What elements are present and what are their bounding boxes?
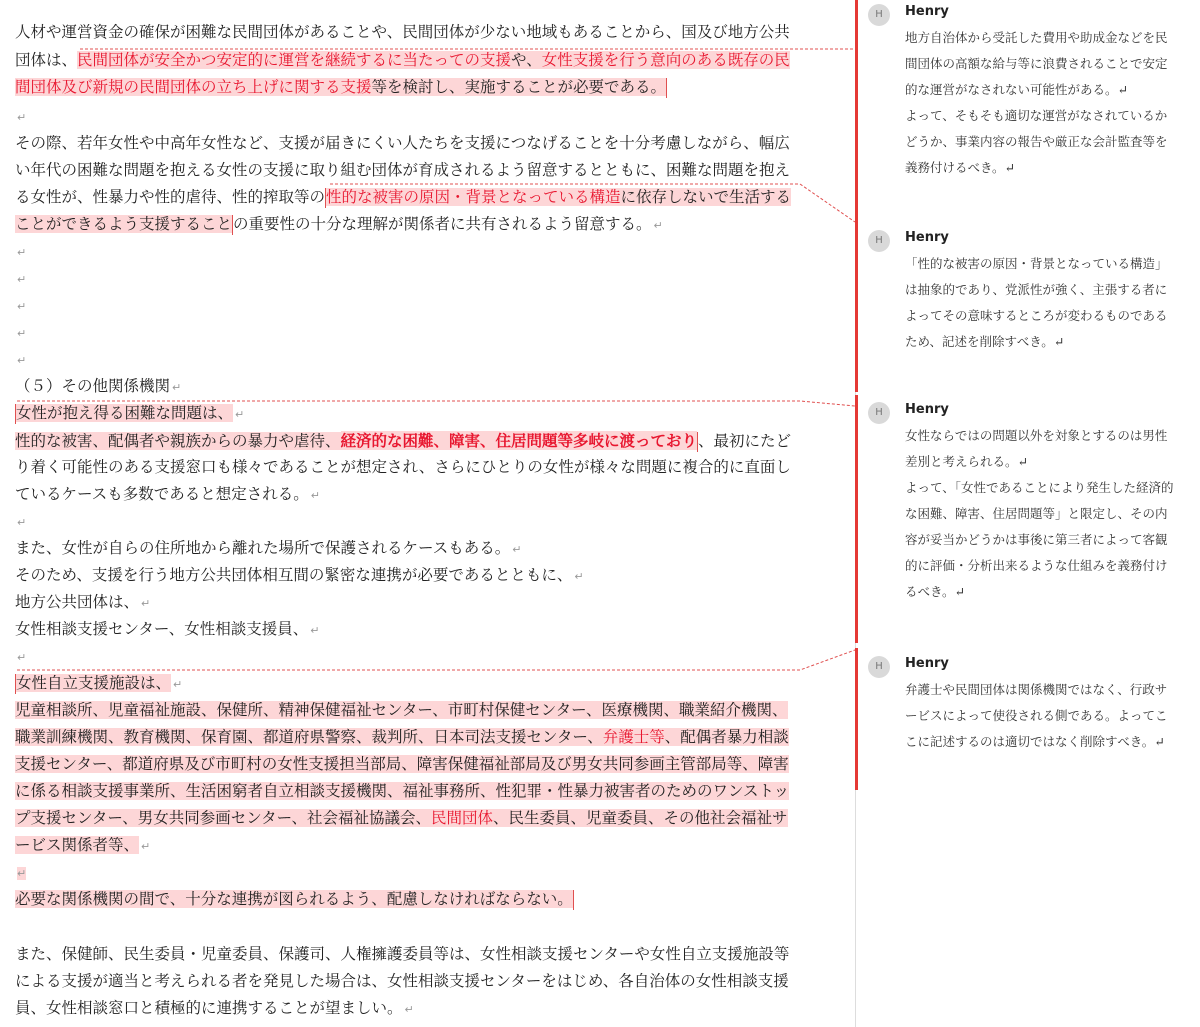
paragraph-mark: ↵ xyxy=(141,840,151,853)
comment-text-line: ため、記述を削除すべき。↵ xyxy=(905,334,1065,349)
text-run: 員、女性相談窓口と積極的に連携することが望ましい。 xyxy=(15,999,403,1017)
text-run: そのため、支援を行う地方公共団体相互間の緊密な連携が必要であるとともに、 xyxy=(15,566,573,584)
comment-card[interactable] xyxy=(868,656,1198,758)
paragraph-mark: ↵ xyxy=(235,408,245,421)
document-line xyxy=(15,319,26,346)
comment-text-line: 容が妥当かどうかは事後に第三者によって客観 xyxy=(905,532,1168,547)
text-run: 人材や運営資金の確保が困難な民間団体があることや、民間団体が少ない地域もあることから、国及び地方公共 xyxy=(15,23,790,41)
paragraph-mark: ↵ xyxy=(574,570,584,583)
avatar: H xyxy=(868,402,890,424)
document-line xyxy=(15,724,789,751)
paragraph-mark: ↵ xyxy=(404,1003,414,1016)
paragraph-mark: ↵ xyxy=(512,543,522,556)
document-line xyxy=(15,562,584,589)
text-run: 地方公共団体は、 xyxy=(15,593,140,611)
document-line xyxy=(15,670,182,697)
paragraph-mark: ↵ xyxy=(17,516,27,529)
document-line xyxy=(15,481,320,508)
comment-anchor-marker xyxy=(666,78,667,98)
commented-text: ービス関係者等、 xyxy=(15,836,140,854)
commented-text: 等を検討し、実施することが必要である。 xyxy=(371,78,667,96)
document-line xyxy=(15,535,521,562)
document-line xyxy=(15,157,790,184)
text-run: による支援が適当と考えられる者を発見した場合は、女性相談支援センターをはじめ、各自治体の女性相談支援 xyxy=(15,972,789,990)
paragraph-mark: ↵ xyxy=(17,111,27,124)
document-line xyxy=(15,643,26,670)
text-run: その際、若年女性や中高年女性など、支援が届きにくい人たちを支援につなげることを十分考慮しながら、幅広 xyxy=(15,134,790,152)
document-line xyxy=(15,751,789,778)
text-run: 女性相談支援センター、女性相談支援員、 xyxy=(15,620,309,638)
text-run: の重要性の十分な理解が関係者に共有されるよう留意する。 xyxy=(233,215,652,233)
commented-text: に係る相談支援事業所、生活困窮者自立相談支援機関、福祉事務所、性犯罪・性暴力被害者のためのワンストッ xyxy=(15,782,790,800)
avatar: H xyxy=(868,230,890,252)
comment-text-line: 弁護士や民間団体は関係機関ではなく、行政サ xyxy=(905,682,1168,697)
comment-card[interactable] xyxy=(868,402,1198,608)
commented-text: 女性自立支援施設は、 xyxy=(16,674,172,692)
document-line xyxy=(15,886,574,913)
commented-text: 民間団体が安全かつ安定的に運営を継続するに当たっての支援 xyxy=(77,51,512,69)
commented-text: 性的な被害の原因・背景となっている構造 xyxy=(326,188,621,206)
comment-text-line: るべき。↵ xyxy=(905,584,965,599)
document-line xyxy=(15,103,26,130)
document-line xyxy=(15,778,789,805)
comment-text-line: 「性的な被害の原因・背景となっている構造」 xyxy=(905,256,1168,271)
avatar: H xyxy=(868,656,890,678)
comment-author: Henry xyxy=(905,656,949,671)
document-line xyxy=(15,184,791,211)
text-run: 、最初にたど xyxy=(698,432,792,450)
commented-text: 児童相談所、児童福祉施設、保健所、精神保健福祉センター、市町村保健センター、医療機関、職業紹介機関、 xyxy=(15,701,788,719)
document-line xyxy=(15,427,791,454)
comment-text-line: 間団体の高額な給与等に浪費されることで安定 xyxy=(905,56,1168,71)
commented-text: 女性が抱え得る困難な問題は、 xyxy=(16,404,234,422)
commented-text: 経済的な困難、障害、住居問題等多岐に渡っており xyxy=(340,431,698,450)
paragraph-mark: ↵ xyxy=(310,624,320,637)
document-line xyxy=(15,616,319,643)
commented-text: プ支援センター、男女共同参画センター、社会福祉協議会、 xyxy=(15,809,432,827)
comment-text-line: よってその意味するところが変わるものである xyxy=(905,308,1168,323)
document-line xyxy=(15,130,790,157)
paragraph-mark: ↵ xyxy=(172,381,182,394)
document-line xyxy=(15,74,667,101)
document-line xyxy=(15,941,789,968)
document-line xyxy=(15,400,244,427)
document-line xyxy=(15,265,26,292)
document-line xyxy=(15,346,26,373)
text-run: り着く可能性のある支援窓口も様々であることが想定され、さらにひとりの女性が様々な問題に複合的に直面し xyxy=(15,458,791,476)
document-line xyxy=(15,995,414,1022)
paragraph-mark: ↵ xyxy=(17,246,27,259)
text-run: る女性が、性暴力や性的虐待、性的搾取等の xyxy=(15,188,326,206)
comment-text-line: どうか、事業内容の報告や厳正な会計監査等を xyxy=(905,134,1168,149)
text-run: （５）その他関係機関 xyxy=(15,377,171,395)
comment-author: Henry xyxy=(905,4,949,19)
document-line xyxy=(15,19,790,46)
paragraph-mark: ↵ xyxy=(653,219,663,232)
comment-text-line: 地方自治体から受託した費用や助成金などを民 xyxy=(905,30,1168,45)
commented-text: に依存しないで生活する xyxy=(620,188,792,206)
commented-text: 民間団体 xyxy=(431,809,494,827)
commented-text: ことができるよう支援すること xyxy=(15,215,233,233)
comment-text-line: 的に評価・分析出来るような仕組みを義務付け xyxy=(905,558,1168,573)
document-line xyxy=(15,805,788,832)
document-line xyxy=(15,238,26,265)
paragraph-mark: ↵ xyxy=(17,273,27,286)
commented-text: 弁護士等 xyxy=(602,728,665,746)
document-line xyxy=(15,968,789,995)
document-line xyxy=(15,373,181,400)
commented-text: 間団体及び新規の民間団体の立ち上げに関する支援 xyxy=(15,78,372,96)
avatar: H xyxy=(868,4,890,26)
document-line xyxy=(15,508,26,535)
comment-author: Henry xyxy=(905,402,949,417)
comment-text-line: 差別と考えられる。↵ xyxy=(905,454,1028,469)
document-line xyxy=(15,211,663,238)
paragraph-mark: ↵ xyxy=(17,354,27,367)
text-run: 団体は、 xyxy=(15,51,78,69)
text-run: また、保健師、民生委員・児童委員、保護司、人権擁護委員等は、女性相談支援センターや女性自立支援施設等 xyxy=(15,945,790,963)
comment-text-line: 義務付けるべき。↵ xyxy=(905,160,1015,175)
comment-text-line: 的な運営がなされない可能性がある。↵ xyxy=(905,82,1128,97)
commented-text: 必要な関係機関の間で、十分な連携が図られるよう、配慮しなければならない。 xyxy=(15,890,573,908)
document-line xyxy=(15,697,788,724)
document-line xyxy=(15,832,150,859)
comment-author: Henry xyxy=(905,230,949,245)
comment-text-line: よって、「女性であることにより発生した経済的 xyxy=(905,480,1174,495)
paragraph-mark: ↵ xyxy=(17,300,27,313)
comment-text-line: よって、そもそも適切な運営がなされているか xyxy=(905,108,1168,123)
paragraph-mark: ↵ xyxy=(17,327,27,340)
comment-text-line: は抽象的であり、党派性が強く、主張する者に xyxy=(905,282,1168,297)
commented-text: 支援センター、都道府県及び市町村の女性支援担当部局、障害保健福祉部局及び男女共同参画主管部局等、障害 xyxy=(15,755,789,773)
comment-text-line: 女性ならではの問題以外を対象とするのは男性 xyxy=(905,428,1168,443)
comment-text-line: な困難、障害、住居問題等」と限定し、その内 xyxy=(905,506,1168,521)
comment-text-line: こに記述するのは適切ではなく削除すべき。↵ xyxy=(905,734,1165,749)
commented-text: 性的な被害、配偶者や親族からの暴力や虐待、 xyxy=(15,432,341,450)
paragraph-mark: ↵ xyxy=(141,597,151,610)
paragraph-mark: ↵ xyxy=(17,651,27,664)
document-line xyxy=(15,859,26,886)
comment-card[interactable] xyxy=(868,230,1198,358)
commented-text: 、配偶者暴力相談 xyxy=(664,728,789,746)
document-line xyxy=(15,47,790,74)
document-line xyxy=(15,454,791,481)
commented-text: 職業訓練機関、教育機関、保育園、都道府県警察、裁判所、日本司法支援センター、 xyxy=(15,728,603,746)
commented-text: や、 xyxy=(511,51,542,69)
paragraph-mark: ↵ xyxy=(173,678,183,691)
comment-text-line: ービスによって使役される側である。よってこ xyxy=(905,708,1168,723)
document-line xyxy=(15,292,26,319)
comment-card[interactable] xyxy=(868,4,1198,184)
comment-anchor-marker xyxy=(573,890,574,910)
text-run: ているケースも多数であると想定される。 xyxy=(15,485,309,503)
commented-text: 、民生委員、児童委員、その他社会福祉サ xyxy=(493,809,788,827)
paragraph-mark: ↵ xyxy=(17,867,27,880)
commented-text: 女性支援を行う意向のある既存の民 xyxy=(541,51,790,69)
document-line xyxy=(15,589,150,616)
paragraph-mark: ↵ xyxy=(310,489,320,502)
text-run: また、女性が自らの住所地から離れた場所で保護されるケースもある。 xyxy=(15,539,511,557)
text-run: い年代の困難な問題を抱える女性の支援に取り組む団体が育成されるよう留意するとともに、困難な問題を抱え xyxy=(15,161,791,179)
